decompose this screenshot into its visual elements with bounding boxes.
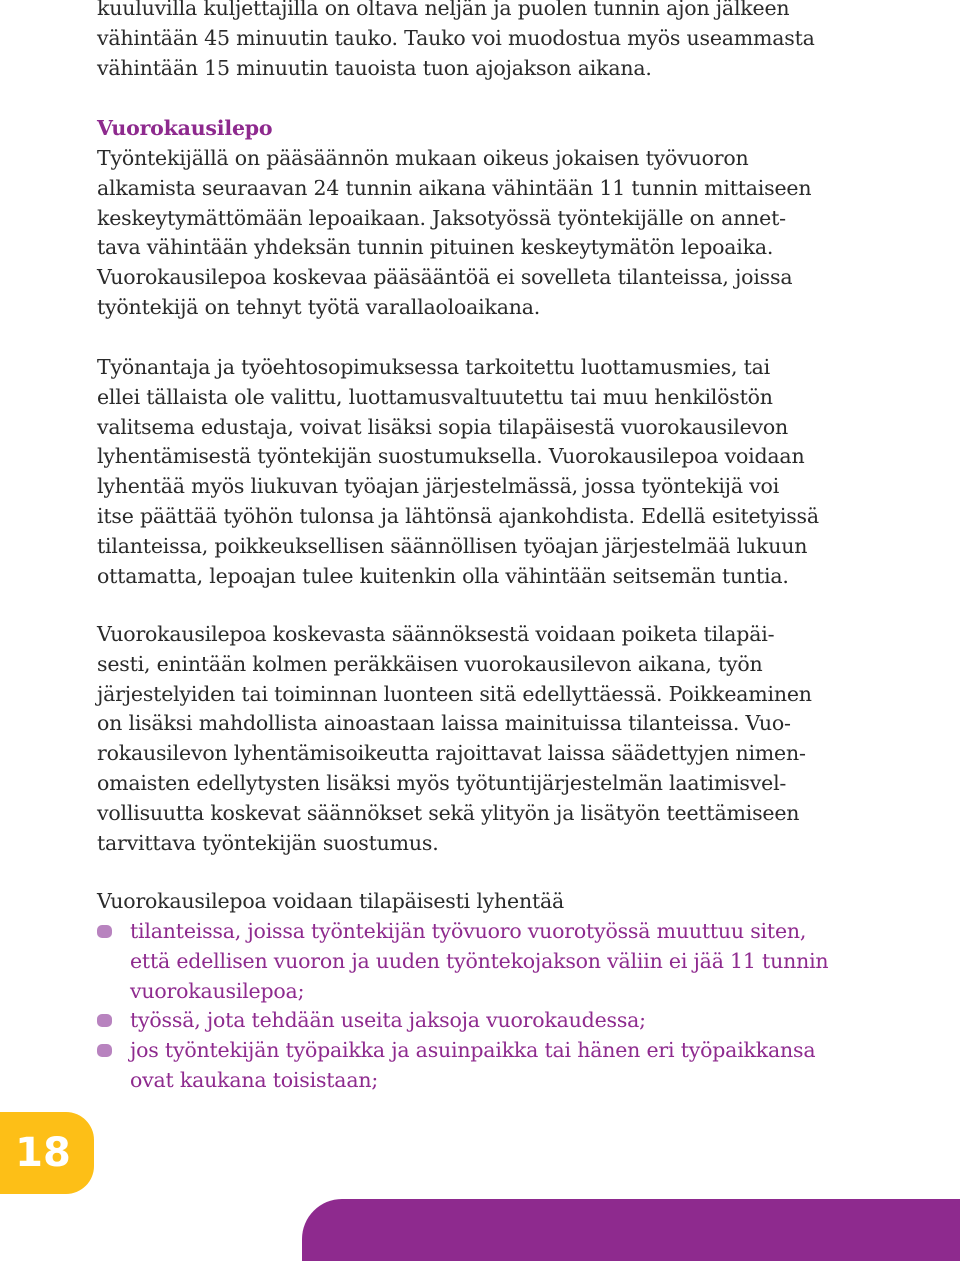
text-line: keskeytymättömään lepoaikaan. Jaksotyössä työntekijälle on annet- [97, 205, 786, 230]
text-line: Vuorokausilepoa koskevaa pääsääntöä ei sovelleta tilanteissa, joissa [97, 265, 793, 290]
list-intro: Vuorokausilepoa voidaan tilapäisesti lyhentää [97, 889, 565, 913]
text-line: itse päättää työhön tulonsa ja lähtönsä ajankohdista. Edellä esitetyissä [97, 503, 819, 528]
text-line: vähintään 15 minuutin tauoista tuon ajojakson aikana. [97, 55, 652, 80]
section-heading: Vuorokausilepo [97, 116, 273, 140]
text-line: ovat kaukana toisistaan; [130, 1067, 379, 1092]
paragraph-3 [97, 620, 897, 858]
footer-decorative-bar [302, 1199, 960, 1261]
text-line: valitsema edustaja, voivat lisäksi sopia tilapäisestä vuorokausilevon [97, 414, 789, 439]
text-line: Työnantaja ja työehtosopimuksessa tarkoitettu luottamusmies, tai [97, 355, 770, 379]
text-line: jos työntekijän työpaikka ja asuinpaikka tai hänen eri työpaikkansa [130, 1038, 816, 1063]
text-line: lyhentää myös liukuvan työajan järjestelmässä, jossa työntekijä voi [97, 474, 780, 499]
text-line: vollisuutta koskevat säännökset sekä ylityön ja lisätyön teettämiseen [97, 800, 800, 825]
text-line: tarvittava työntekijän suostumus. [97, 830, 439, 855]
bullet-icon [97, 1014, 112, 1027]
text-line: alkamista seuraavan 24 tunnin aikana vähintään 11 tunnin mittaiseen [97, 175, 812, 200]
text-line: työntekijä on tehnyt työtä varallaoloaikana. [97, 294, 541, 319]
text-line: että edellisen vuoron ja uuden työntekojakson väliin ei jää 11 tunnin [130, 948, 829, 973]
text-line: työssä, jota tehdään useita jaksoja vuorokaudessa; [130, 1008, 646, 1033]
text-line: tilanteissa, poikkeuksellisen säännöllisen työajan järjestelmää lukuun [97, 533, 808, 558]
list-item [97, 1036, 917, 1096]
text-line: ottamatta, lepoajan tulee kuitenkin olla vähintään seitsemän tuntia. [97, 563, 789, 588]
bullet-list [97, 917, 917, 1096]
page-number-badge [0, 1112, 94, 1194]
text-line: tava vähintään yhdeksän tunnin pituinen keskeytymätön lepoaika. [97, 235, 774, 260]
text-line: on lisäksi mahdollista ainoastaan laissa mainituissa tilanteissa. Vuo- [97, 711, 791, 736]
text-line: vähintään 45 minuutin tauko. Tauko voi muodostua myös useammasta [97, 25, 815, 50]
text-line: järjestelyiden tai toiminnan luonteen sitä edellyttäessä. Poikkeaminen [97, 681, 812, 706]
text-line: ellei tällaista ole valittu, luottamusvaltuutettu tai muu henkilöstön [97, 384, 773, 409]
text-line: Työntekijällä on pääsäännön mukaan oikeus jokaisen työvuoron [97, 146, 749, 170]
paragraph-2 [97, 353, 897, 591]
list-item [97, 1006, 917, 1036]
text-line: Vuorokausilepoa koskevasta säännöksestä voidaan poiketa tilapäi- [97, 622, 775, 646]
text-line: vuorokausilepoa; [130, 978, 305, 1003]
paragraph-1 [97, 144, 897, 323]
text-line: sesti, enintään kolmen peräkkäisen vuorokausilevon aikana, työn [97, 651, 763, 676]
text-line: omaisten edellytysten lisäksi myös työtuntijärjestelmän laatimisvel- [97, 770, 787, 795]
text-line: rokausilevon lyhentämisoikeutta rajoittavat laissa säädettyjen nimen- [97, 741, 806, 766]
bullet-icon [97, 925, 112, 938]
text-line: kuuluvilla kuljettajilla on oltava neljän ja puolen tunnin ajon jälkeen [97, 0, 790, 20]
paragraph-continuation [97, 0, 897, 83]
text-line: lyhentämisestä työntekijän suostumuksella. Vuorokausilepoa voidaan [97, 444, 805, 469]
text-line: tilanteissa, joissa työntekijän työvuoro vuorotyössä muuttuu siten, [130, 919, 807, 943]
list-item [97, 917, 917, 1006]
bullet-icon [97, 1044, 112, 1057]
page-number: 18 [15, 1130, 71, 1176]
